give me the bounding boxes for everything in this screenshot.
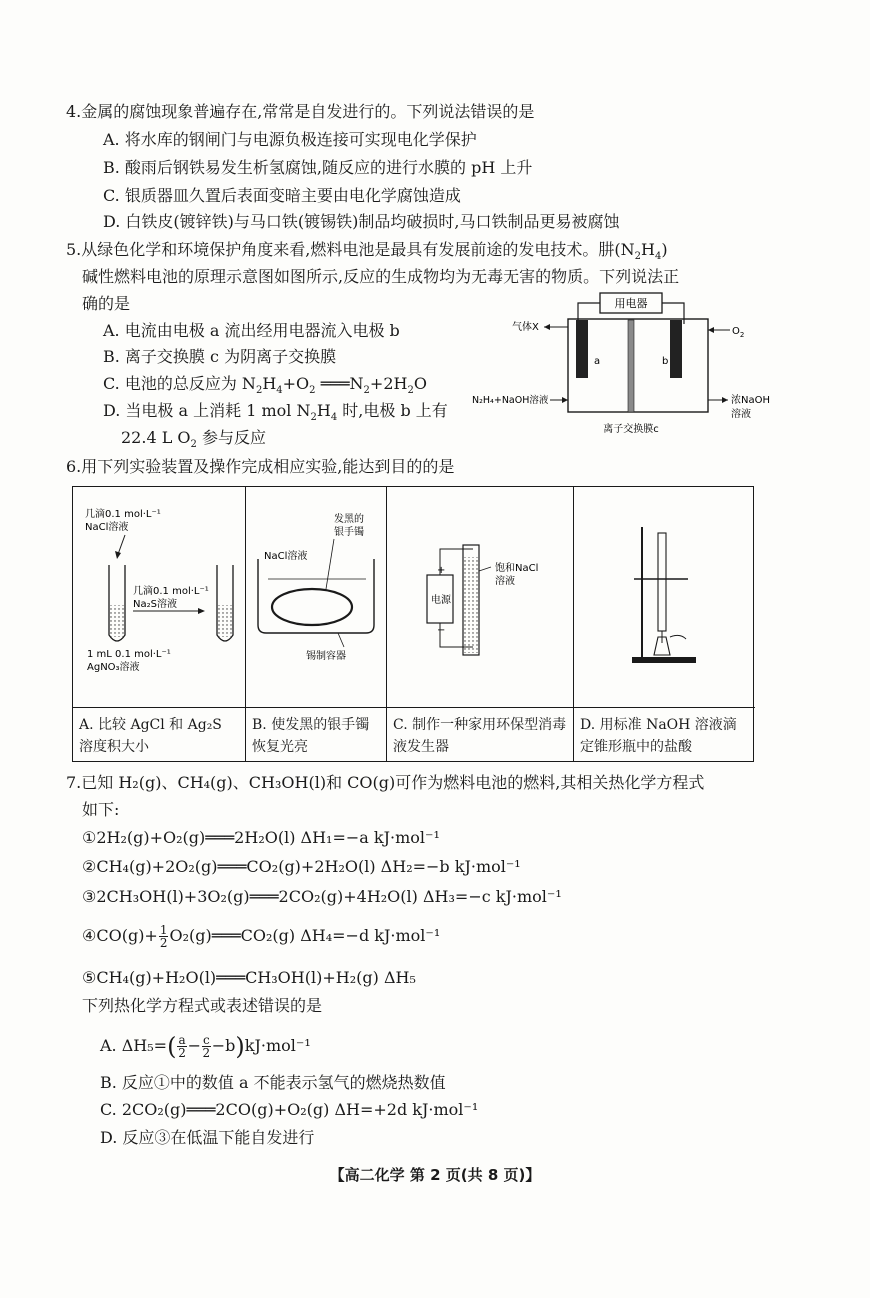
electrode-b	[670, 320, 682, 378]
test-tube-diagram	[73, 487, 245, 705]
q7-ask: 下列热化学方程式或表述错误的是	[82, 996, 323, 1015]
cell-c-label-1: 饱和NaCl	[495, 563, 539, 574]
page-footer: 【高二化学 第 2 页(共 8 页)】	[329, 1166, 541, 1184]
power-source-label: 电源	[431, 595, 451, 606]
electrode-a	[576, 320, 588, 378]
inlet-label: N₂H₄+NaOH溶液	[472, 395, 549, 406]
stand-base	[632, 657, 696, 663]
cell-d-caption: D. 用标准 NaOH 溶液滴定锥形瓶中的盐酸	[574, 707, 755, 758]
gas-x-label: 气体X	[512, 322, 539, 333]
q7-equation-1: ①2H₂(g)+O₂(g)═══2H₂O(l) ΔH₁=−a kJ·mol⁻¹	[82, 828, 440, 847]
q6-stem: 6.用下列实验装置及操作完成相应实验,能达到目的的是	[66, 457, 455, 476]
cell-box	[568, 319, 708, 412]
cell-a-caption: A. 比较 AgCl 和 Ag₂S 溶度积大小	[73, 707, 245, 758]
q7-option-c: C. 2CO₂(g)═══2CO(g)+O₂(g) ΔH=+2d kJ·mol⁻¹	[100, 1100, 479, 1119]
bracelet	[272, 589, 352, 625]
cell-c-caption: C. 制作一种家用环保型消毒液发生器	[387, 707, 573, 758]
device-label: 用电器	[614, 297, 648, 310]
cell-b-label-1: NaCl溶液	[264, 551, 308, 562]
membrane	[628, 320, 634, 412]
q4-option-b: B. 酸雨后钢铁易发生析氢腐蚀,随反应的进行水膜的 pH 上升	[103, 158, 533, 177]
fuel-cell-diagram	[472, 290, 772, 440]
q4-option-d: D. 白铁皮(镀锌铁)与马口铁(镀锡铁)制品均破损时,马口铁制品更易被腐蚀	[103, 212, 620, 231]
q6-cell-a	[73, 487, 246, 761]
outlet-label-2: 溶液	[731, 409, 751, 420]
q5-option-c: C. 电池的总反应为 $N_2H_4+O_2$ $═══N_2+2H_2O$	[103, 374, 427, 397]
q5-stem-line3: 确的是	[82, 294, 131, 313]
titration-diagram	[574, 487, 754, 705]
q6-apparatus-table	[72, 486, 754, 762]
q4-stem: 4.金属的腐蚀现象普遍存在,常常是自发进行的。下列说法错误的是	[66, 102, 535, 121]
cell-a-label-2: NaCl溶液	[85, 522, 129, 533]
q6-cell-b	[246, 487, 387, 761]
o2-label: $O_2$	[732, 326, 745, 339]
q7-equation-2: ②CH₄(g)+2O₂(g)═══CO₂(g)+2H₂O(l) ΔH₂=−b kJ·mol⁻¹	[82, 857, 521, 876]
outlet-label-1: 浓NaOH	[731, 395, 770, 406]
q5-option-d-cont: 22.4 L $O_2$ 参与反应	[121, 428, 267, 451]
q7-stem-line2: 如下:	[82, 800, 120, 819]
cell-b-label-2: 发黑的	[334, 514, 364, 525]
q6-cell-d	[574, 487, 755, 761]
cell-a-label-6: AgNO₃溶液	[87, 662, 140, 673]
q7-option-a: A. ΔH₅=( $\frac{a}{2}$ − $\frac{c}{2}$ −b)kJ·mol⁻¹	[100, 1032, 311, 1061]
cell-a-label-5: 1 mL 0.1 mol·L⁻¹	[87, 649, 171, 660]
silver-bracelet-diagram	[246, 487, 386, 705]
cell-b-label-4: 锡制容器	[306, 651, 346, 662]
q7-equation-3: ③2CH₃OH(l)+3O₂(g)═══2CO₂(g)+4H₂O(l) ΔH₃=−c kJ·mol⁻¹	[82, 887, 562, 906]
q5-option-d: D. 当电极 a 上消耗 1 mol $N_2H_4$ 时,电极 b 上有	[103, 401, 448, 424]
cell-a-label-3: 几滴0.1 mol·L⁻¹	[133, 586, 209, 597]
q5-stem-line1: 5.从绿色化学和环境保护角度来看,燃料电池是最具有发展前途的发电技术。肼$(N_2H_4)$	[66, 240, 668, 263]
tin-container	[258, 559, 374, 633]
q5-stem-line2: 碱性燃料电池的原理示意图如图所示,反应的生成物均为无毒无害的物质。下列说法正	[82, 267, 680, 286]
plus-sign: +	[437, 565, 446, 576]
q7-stem-line1: 7.已知 H₂(g)、CH₄(g)、CH₃OH(l)和 CO(g)可作为燃料电池的燃料,其相关热化学方程式	[66, 773, 705, 792]
cell-b-caption: B. 使发黑的银手镯恢复光亮	[246, 707, 386, 758]
q5-option-b: B. 离子交换膜 c 为阴离子交换膜	[103, 347, 337, 366]
electrode-b-label: b	[662, 356, 669, 367]
cell-c-label-2: 溶液	[495, 576, 515, 587]
cell-b-label-3: 银手镯	[334, 527, 364, 538]
q7-option-d: D. 反应③在低温下能自发进行	[100, 1128, 315, 1147]
q7-equation-4: ④CO(g)+ $\frac{1}{2}$ O₂(g)═══CO₂(g) ΔH₄=−d kJ·mol⁻¹	[82, 923, 441, 950]
cell-a-label-4: Na₂S溶液	[133, 599, 177, 610]
q6-cell-c	[387, 487, 574, 761]
q4-option-a: A. 将水库的钢闸门与电源负极连接可实现电化学保护	[103, 130, 477, 149]
q4-option-c: C. 银质器皿久置后表面变暗主要由电化学腐蚀造成	[103, 186, 461, 205]
minus-sign: −	[437, 625, 446, 636]
cell-a-label-1: 几滴0.1 mol·L⁻¹	[85, 509, 161, 520]
electrolysis-diagram	[387, 487, 573, 705]
q7-equation-5: ⑤CH₄(g)+H₂O(l)═══CH₃OH(l)+H₂(g) ΔH₅	[82, 968, 416, 987]
q5-option-a: A. 电流由电极 a 流出经用电器流入电极 b	[103, 321, 400, 340]
electrode-a-label: a	[594, 356, 601, 367]
membrane-label: 离子交换膜c	[603, 424, 659, 435]
q7-option-b: B. 反应①中的数值 a 不能表示氢气的燃烧热数值	[100, 1073, 446, 1092]
burette	[658, 533, 666, 631]
